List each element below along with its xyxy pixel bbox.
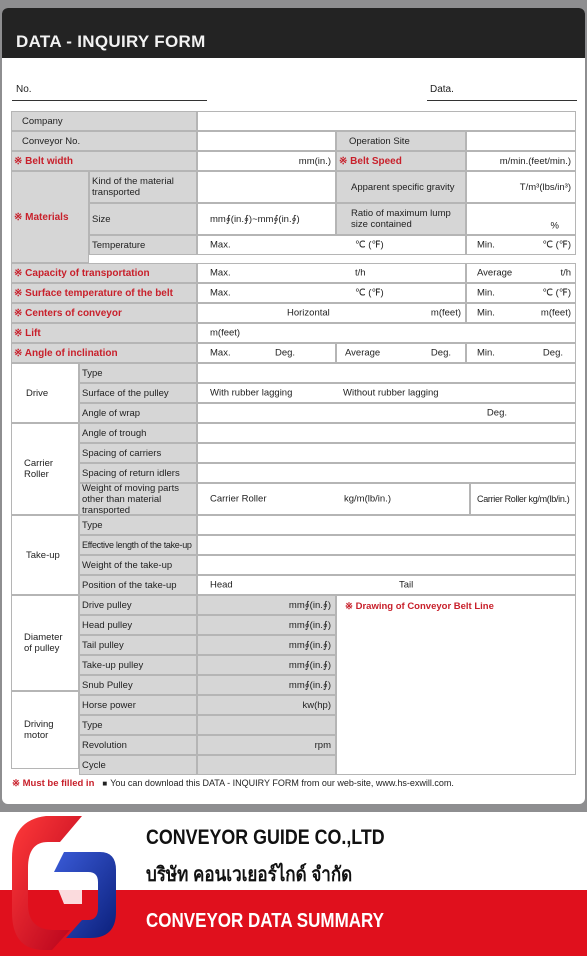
cycle-field[interactable] (197, 755, 336, 775)
cycle-label: Cycle (79, 755, 197, 775)
angle-trough-field[interactable] (197, 423, 576, 443)
angle-average-unit: Deg. (430, 347, 451, 359)
revolution-label: Revolution (79, 735, 197, 755)
gravity-unit: T/m³(lbs/in³) (519, 181, 571, 193)
inquiry-table (12, 112, 577, 770)
revolution-unit: rpm (314, 739, 331, 751)
surface-temp-max-label: Max. (210, 287, 231, 299)
drive-pulley-field[interactable] (197, 595, 336, 615)
temperature-max-label: Max. (210, 239, 231, 251)
company-field[interactable] (197, 111, 576, 131)
kind-material-field[interactable] (197, 171, 336, 203)
surface-temp-min-label: Min. (477, 287, 495, 299)
no-label: No. (16, 84, 32, 95)
take-up-group-label: Take-up (11, 515, 79, 595)
capacity-average-unit: t/h (560, 267, 571, 279)
tail-option[interactable]: Tail (399, 579, 414, 591)
operation-site-label: Operation Site (336, 131, 466, 151)
drive-type-label: Type (79, 363, 197, 383)
angle-average-label: Average (345, 347, 381, 359)
belt-width-unit: mm(in.) (298, 155, 331, 167)
weight-takeup-label: Weight of the take-up (79, 555, 197, 575)
effective-length-field[interactable] (197, 535, 576, 555)
surface-temp-max-field[interactable] (197, 283, 466, 303)
size-field[interactable] (197, 203, 336, 235)
takeup-pulley-label: Take-up pulley (79, 655, 197, 675)
centers-min-field[interactable] (466, 303, 576, 323)
surface-pulley-field[interactable] (197, 383, 576, 403)
bullet-icon: ■ (102, 779, 108, 788)
effective-length-label: Effective length of the take-up (79, 535, 197, 555)
angle-wrap-label: Angle of wrap (79, 403, 197, 423)
capacity-max-field[interactable] (197, 263, 466, 283)
surface-pulley-label: Surface of the pulley (79, 383, 197, 403)
kind-material-label: Kind of the material transported (89, 171, 197, 203)
drive-pulley-unit: mm∮(in.∮) (288, 599, 331, 611)
drive-pulley-label: Drive pulley (79, 595, 197, 615)
takeup-type-field[interactable] (197, 515, 576, 535)
takeup-pulley-unit: mm∮(in.∮) (288, 659, 331, 671)
angle-max-unit: Deg. (275, 347, 296, 359)
operation-site-field[interactable] (466, 131, 576, 151)
angle-max-label: Max. (210, 347, 231, 359)
lift-field[interactable] (197, 323, 576, 343)
gravity-field[interactable] (466, 171, 576, 203)
summary-title: CONVEYOR DATA SUMMARY (146, 910, 384, 932)
head-option[interactable]: Head (210, 579, 233, 591)
spacing-carriers-label: Spacing of carriers (79, 443, 197, 463)
size-label: Size (89, 203, 197, 235)
weight-kg-unit: kg/m(lb/in.) (344, 493, 391, 505)
horse-power-unit: kw(hp) (302, 699, 331, 711)
form-title: DATA - INQUIRY FORM (16, 32, 206, 51)
weight-carrier-roller-label: Carrier Roller (210, 493, 267, 505)
position-takeup-field[interactable] (197, 575, 576, 595)
weight-return-label: Carrier Roller kg/m(lb/in.) (477, 493, 570, 504)
tail-pulley-unit: mm∮(in.∮) (288, 639, 331, 651)
belt-speed-label: ※ Belt Speed (336, 151, 466, 171)
no-field[interactable] (12, 100, 207, 101)
angle-trough-label: Angle of trough (79, 423, 197, 443)
diameter-pulley-group-label: Diameter of pulley (11, 595, 79, 691)
lift-unit: m(feet) (210, 327, 241, 339)
capacity-max-label: Max. (210, 267, 231, 279)
carrier-roller-group-label: Carrier Roller (11, 423, 79, 515)
size-unit: mm∮(in.∮)~mm∮(in.∮) (210, 213, 300, 225)
company-name-th: บริษัท คอนเวเยอร์ไกด์ จำกัด (146, 864, 353, 886)
snub-pulley-unit: mm∮(in.∮) (288, 679, 331, 691)
conveyor-no-field[interactable] (197, 131, 336, 151)
weight-moving-label: Weight of moving parts other than material transported (79, 483, 197, 515)
centers-min-unit: m(feet) (540, 307, 571, 319)
takeup-pulley-field[interactable] (197, 655, 336, 675)
ratio-lump-field[interactable] (466, 203, 576, 235)
form-title-bar (2, 8, 585, 58)
horse-power-field[interactable] (197, 695, 336, 715)
snub-pulley-field[interactable] (197, 675, 336, 695)
weight-takeup-field[interactable] (197, 555, 576, 575)
angle-min-unit: Deg. (542, 347, 563, 359)
capacity-max-unit: t/h (355, 267, 366, 279)
angle-min-field[interactable] (466, 343, 576, 363)
drawing-area[interactable] (336, 595, 576, 775)
temperature-min-label: Min. (477, 239, 495, 251)
capacity-label: ※ Capacity of transportation (11, 263, 197, 283)
belt-speed-field[interactable] (466, 151, 576, 171)
download-note: You can download this DATA - INQUIRY FORM from our web-site, www.hs-exwill.com. (110, 778, 454, 788)
spacing-carriers-field[interactable] (197, 443, 576, 463)
without-lagging-option[interactable]: Without rubber lagging (343, 387, 439, 399)
horse-power-label: Horse power (79, 695, 197, 715)
head-pulley-field[interactable] (197, 615, 336, 635)
drive-type-field[interactable] (197, 363, 576, 383)
weight-moving-field[interactable] (197, 483, 470, 515)
position-takeup-label: Position of the take-up (79, 575, 197, 595)
belt-width-label: ※ Belt width (11, 151, 197, 171)
tail-pulley-label: Tail pulley (79, 635, 197, 655)
company-logo-icon (8, 812, 120, 952)
lift-label: ※ Lift (11, 323, 197, 343)
required-note: ※ Must be filled in (12, 778, 95, 789)
centers-horizontal-unit: m(feet) (430, 307, 461, 319)
materials-label: ※ Materials (11, 171, 89, 263)
company-label: Company (11, 111, 197, 131)
head-pulley-label: Head pulley (79, 615, 197, 635)
centers-horizontal-field[interactable] (197, 303, 466, 323)
inquiry-form-sheet (2, 8, 585, 804)
revolution-field[interactable] (197, 735, 336, 755)
temperature-max-unit: ℃ (℉) (355, 239, 384, 251)
date-label: Data. (430, 84, 454, 95)
centers-label: ※ Centers of conveyor (11, 303, 197, 323)
tail-pulley-field[interactable] (197, 635, 336, 655)
snub-pulley-label: Snub Pulley (79, 675, 197, 695)
angle-wrap-unit: Deg. (486, 407, 507, 419)
capacity-average-field[interactable] (466, 263, 576, 283)
spacing-return-field[interactable] (197, 463, 576, 483)
footnote (12, 778, 454, 789)
temperature-min-field[interactable] (466, 235, 576, 255)
drawing-label: ※ Drawing of Conveyor Belt Line (345, 601, 494, 612)
with-lagging-option[interactable]: With rubber lagging (210, 387, 293, 399)
belt-speed-unit: m/min.(feet/min.) (499, 155, 571, 167)
surface-temp-max-unit: ℃ (℉) (355, 287, 384, 299)
drive-group-label: Drive (11, 363, 79, 423)
horizontal-label: Horizontal (287, 307, 330, 319)
angle-inclination-label: ※ Angle of inclination (11, 343, 197, 363)
motor-type-label: Type (79, 715, 197, 735)
spacing-return-label: Spacing of return idlers (79, 463, 197, 483)
surface-temp-min-field[interactable] (466, 283, 576, 303)
driving-motor-group-label: Driving motor (11, 691, 79, 769)
surface-temp-min-unit: ℃ (℉) (542, 287, 571, 299)
date-field[interactable] (427, 100, 577, 101)
percent-unit: % (550, 220, 559, 232)
apparent-gravity-label: Apparent specific gravity (336, 171, 466, 203)
angle-max-field[interactable] (197, 343, 336, 363)
takeup-type-label: Type (79, 515, 197, 535)
angle-min-label: Min. (477, 347, 495, 359)
ratio-lump-label: Ratio of maximum lump size contained (336, 203, 466, 235)
belt-width-field[interactable] (197, 151, 336, 171)
angle-wrap-field[interactable] (197, 403, 576, 423)
head-pulley-unit: mm∮(in.∮) (288, 619, 331, 631)
temperature-label: Temperature (89, 235, 197, 255)
weight-return-field[interactable] (470, 483, 576, 515)
temperature-min-unit: ℃ (℉) (542, 239, 571, 251)
capacity-average-label: Average (477, 267, 513, 279)
company-name-en: CONVEYOR GUIDE CO.,LTD (146, 826, 385, 849)
temperature-max-field[interactable] (197, 235, 466, 255)
conveyor-no-label: Conveyor No. (11, 131, 197, 151)
angle-average-field[interactable] (336, 343, 466, 363)
centers-min-label: Min. (477, 307, 495, 319)
surface-temp-label: ※ Surface temperature of the belt (11, 283, 197, 303)
motor-type-field[interactable] (197, 715, 336, 735)
